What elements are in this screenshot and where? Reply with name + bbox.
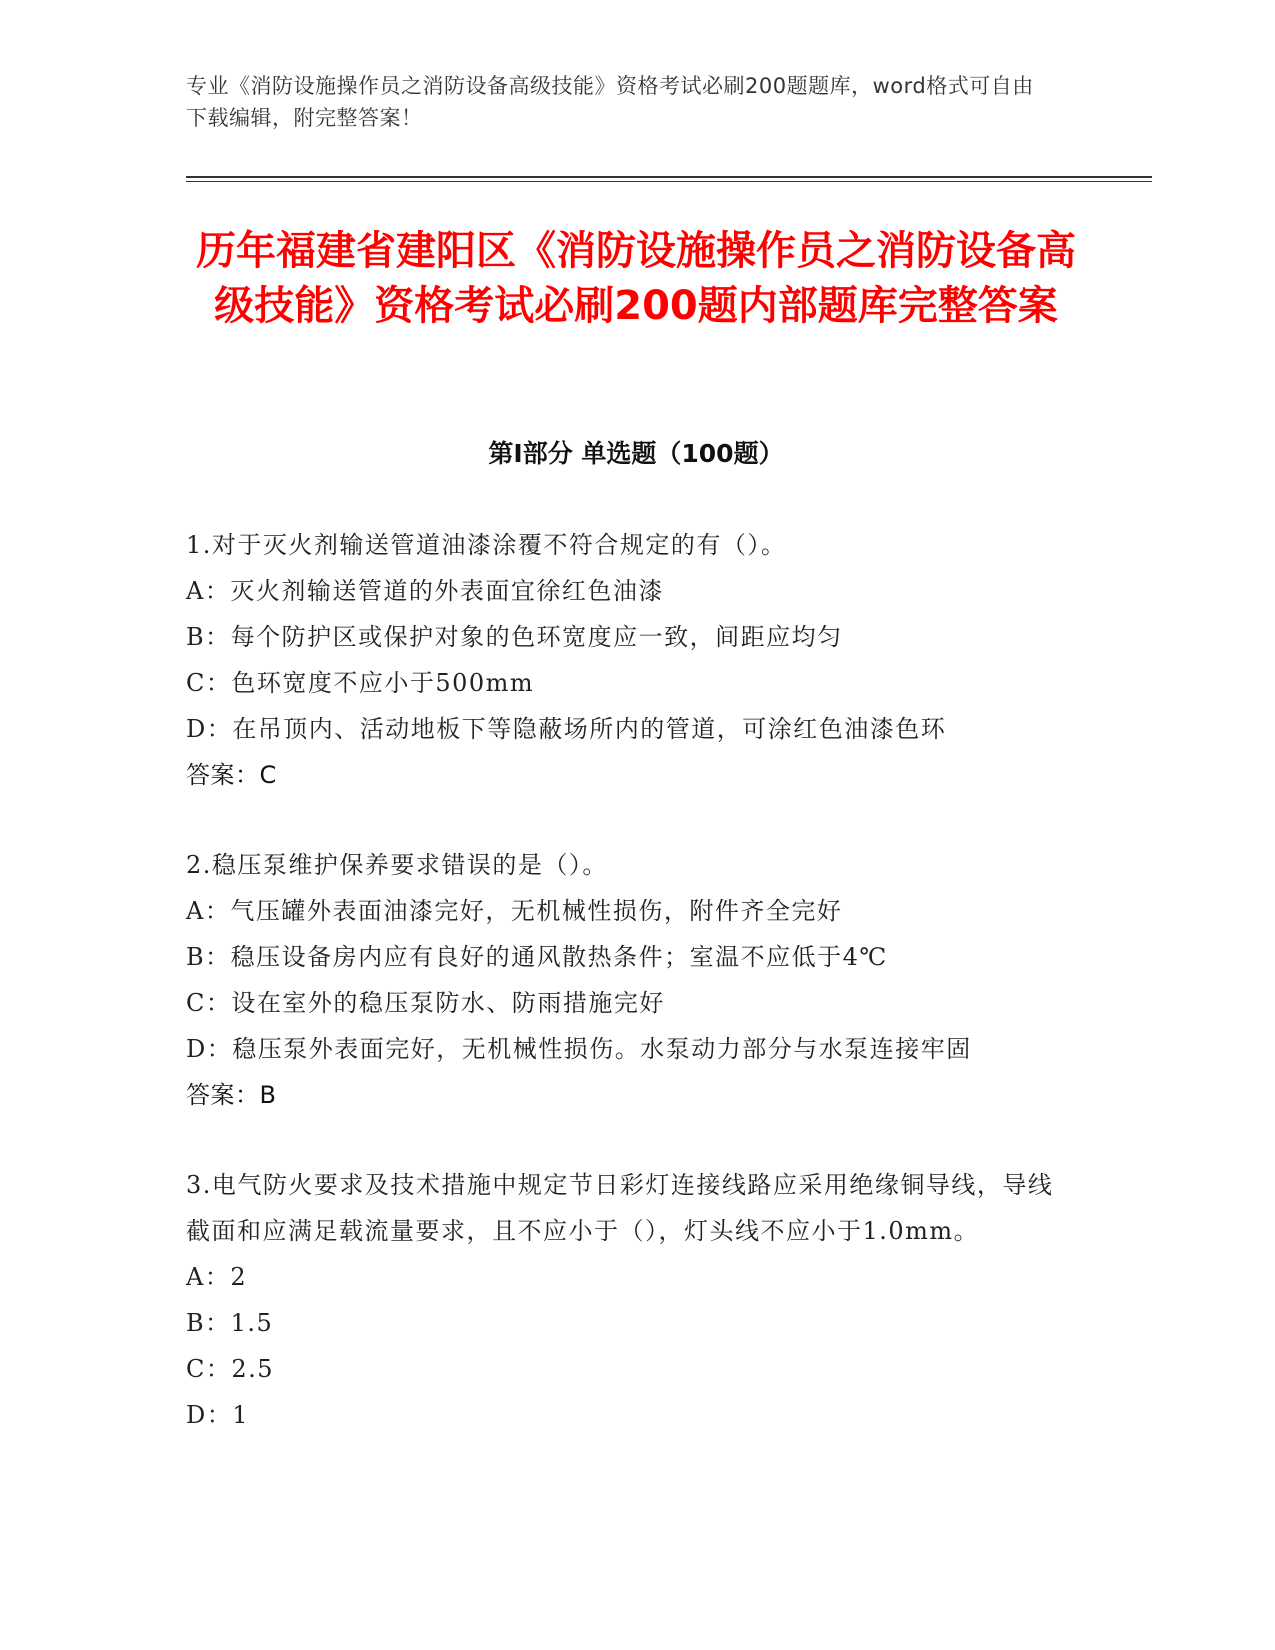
question-stem: 3.电气防火要求及技术措施中规定节日彩灯连接线路应采用绝缘铜导线，导线截面和应满足载流量要求，且不应小于（），灯头线不应小于1.0mm。 xyxy=(186,1171,1054,1245)
option-c: C：色环宽度不应小于500mm xyxy=(186,669,535,697)
question-1 xyxy=(186,522,1066,798)
option-b: B：1.5 xyxy=(186,1309,274,1337)
option-c: C：2.5 xyxy=(186,1355,275,1383)
option-a: A：气压罐外表面油漆完好，无机械性损伤，附件齐全完好 xyxy=(186,897,843,925)
option-b: B：稳压设备房内应有良好的通风散热条件；室温不应低于4℃ xyxy=(186,943,888,971)
header-divider-thick xyxy=(186,176,1152,178)
document-title: 历年福建省建阳区《消防设施操作员之消防设备高级技能》资格考试必刷200题内部题库完整答案 xyxy=(196,228,1076,329)
option-b: B：每个防护区或保护对象的色环宽度应一致，间距应均匀 xyxy=(186,623,843,651)
question-stem: 2.稳压泵维护保养要求错误的是（）。 xyxy=(186,851,608,879)
section-heading: 第I部分 单选题（100题） xyxy=(488,439,784,468)
question-2 xyxy=(186,842,1066,1118)
option-d: D：在吊顶内、活动地板下等隐蔽场所内的管道，可涂红色油漆色环 xyxy=(186,715,947,743)
option-a: A：灭火剂输送管道的外表面宜徐红色油漆 xyxy=(186,577,664,605)
question-3 xyxy=(186,1162,1066,1438)
question-stem: 1.对于灭火剂输送管道油漆涂覆不符合规定的有（）。 xyxy=(186,531,787,559)
option-d: D：1 xyxy=(186,1401,250,1429)
option-a: A：2 xyxy=(186,1263,248,1291)
option-d: D：稳压泵外表面完好，无机械性损伤。水泵动力部分与水泵连接牢固 xyxy=(186,1035,972,1063)
answer-line: 答案：C xyxy=(186,761,277,789)
header-divider-thin xyxy=(186,181,1152,182)
answer-line: 答案：B xyxy=(186,1081,277,1109)
option-c: C：设在室外的稳压泵防水、防雨措施完好 xyxy=(186,989,665,1017)
header-note: 专业《消防设施操作员之消防设备高级技能》资格考试必刷200题题库，word格式可自由下载编辑，附完整答案！ xyxy=(186,74,1034,130)
